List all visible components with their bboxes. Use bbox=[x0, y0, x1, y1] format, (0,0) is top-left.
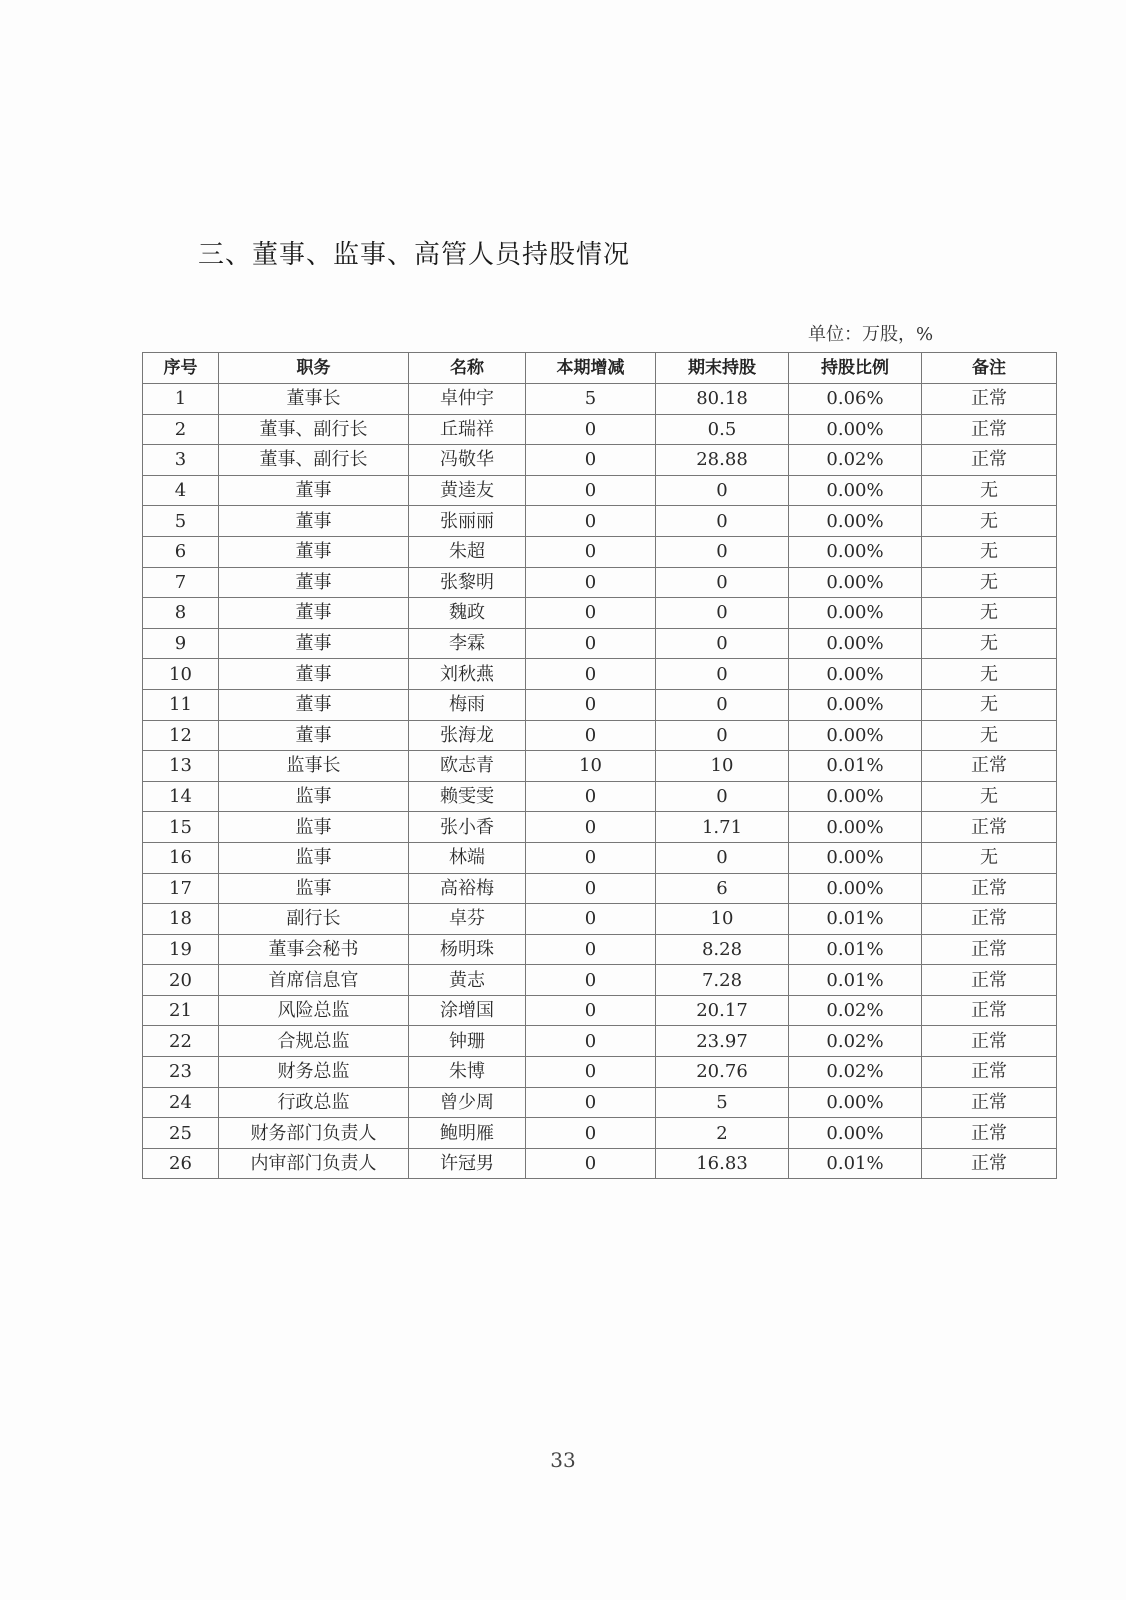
cell-ratio: 0.02% bbox=[789, 1057, 922, 1088]
cell-name: 朱博 bbox=[409, 1057, 526, 1088]
cell-ratio: 0.02% bbox=[789, 995, 922, 1026]
cell-no: 6 bbox=[143, 536, 219, 567]
cell-name: 曾少周 bbox=[409, 1087, 526, 1118]
cell-name: 张丽丽 bbox=[409, 506, 526, 537]
cell-no: 2 bbox=[143, 414, 219, 445]
cell-note: 无 bbox=[922, 659, 1057, 690]
table-row bbox=[143, 475, 1057, 506]
cell-name: 黄志 bbox=[409, 965, 526, 996]
table-body bbox=[143, 384, 1057, 1179]
cell-position: 合规总监 bbox=[219, 1026, 409, 1057]
section-title: 三、董事、监事、高管人员持股情况 bbox=[198, 240, 631, 270]
cell-no: 26 bbox=[143, 1148, 219, 1179]
cell-note: 正常 bbox=[922, 414, 1057, 445]
cell-ratio: 0.00% bbox=[789, 781, 922, 812]
cell-name: 丘瑞祥 bbox=[409, 414, 526, 445]
cell-end-holding: 1.71 bbox=[656, 812, 789, 843]
cell-position: 副行长 bbox=[219, 904, 409, 935]
table-row bbox=[143, 1148, 1057, 1179]
cell-note: 无 bbox=[922, 567, 1057, 598]
cell-note: 正常 bbox=[922, 445, 1057, 476]
cell-note: 无 bbox=[922, 689, 1057, 720]
cell-note: 无 bbox=[922, 781, 1057, 812]
cell-name: 许冠男 bbox=[409, 1148, 526, 1179]
table-row bbox=[143, 995, 1057, 1026]
cell-end-holding: 20.17 bbox=[656, 995, 789, 1026]
cell-ratio: 0.00% bbox=[789, 598, 922, 629]
cell-no: 11 bbox=[143, 689, 219, 720]
cell-no: 4 bbox=[143, 475, 219, 506]
cell-note: 正常 bbox=[922, 384, 1057, 415]
cell-change: 10 bbox=[526, 751, 656, 782]
cell-change: 0 bbox=[526, 567, 656, 598]
cell-no: 7 bbox=[143, 567, 219, 598]
cell-change: 0 bbox=[526, 812, 656, 843]
table-row bbox=[143, 414, 1057, 445]
cell-ratio: 0.01% bbox=[789, 904, 922, 935]
cell-ratio: 0.00% bbox=[789, 1118, 922, 1149]
cell-ratio: 0.00% bbox=[789, 812, 922, 843]
cell-ratio: 0.00% bbox=[789, 536, 922, 567]
cell-position: 董事 bbox=[219, 536, 409, 567]
cell-position: 监事 bbox=[219, 781, 409, 812]
cell-end-holding: 0 bbox=[656, 567, 789, 598]
cell-change: 0 bbox=[526, 934, 656, 965]
cell-name: 黄逵友 bbox=[409, 475, 526, 506]
cell-ratio: 0.00% bbox=[789, 842, 922, 873]
table-row bbox=[143, 598, 1057, 629]
cell-note: 正常 bbox=[922, 1087, 1057, 1118]
cell-ratio: 0.02% bbox=[789, 445, 922, 476]
cell-change: 0 bbox=[526, 1118, 656, 1149]
cell-change: 0 bbox=[526, 1057, 656, 1088]
cell-change: 0 bbox=[526, 965, 656, 996]
cell-note: 正常 bbox=[922, 934, 1057, 965]
header-note: 备注 bbox=[922, 353, 1057, 384]
cell-end-holding: 0 bbox=[656, 720, 789, 751]
cell-end-holding: 0 bbox=[656, 506, 789, 537]
cell-position: 董事 bbox=[219, 506, 409, 537]
cell-name: 张海龙 bbox=[409, 720, 526, 751]
cell-name: 赖雯雯 bbox=[409, 781, 526, 812]
cell-no: 10 bbox=[143, 659, 219, 690]
cell-no: 9 bbox=[143, 628, 219, 659]
cell-note: 无 bbox=[922, 628, 1057, 659]
cell-ratio: 0.01% bbox=[789, 751, 922, 782]
cell-change: 0 bbox=[526, 995, 656, 1026]
cell-note: 正常 bbox=[922, 873, 1057, 904]
cell-end-holding: 5 bbox=[656, 1087, 789, 1118]
table-header-row bbox=[143, 353, 1057, 384]
cell-end-holding: 10 bbox=[656, 751, 789, 782]
cell-no: 13 bbox=[143, 751, 219, 782]
cell-end-holding: 0 bbox=[656, 689, 789, 720]
cell-ratio: 0.00% bbox=[789, 1087, 922, 1118]
table-row bbox=[143, 965, 1057, 996]
cell-end-holding: 28.88 bbox=[656, 445, 789, 476]
cell-position: 董事 bbox=[219, 689, 409, 720]
cell-no: 24 bbox=[143, 1087, 219, 1118]
cell-note: 正常 bbox=[922, 1148, 1057, 1179]
cell-name: 李霖 bbox=[409, 628, 526, 659]
table-row bbox=[143, 506, 1057, 537]
cell-no: 18 bbox=[143, 904, 219, 935]
cell-note: 正常 bbox=[922, 1118, 1057, 1149]
table-row bbox=[143, 567, 1057, 598]
cell-name: 冯敬华 bbox=[409, 445, 526, 476]
cell-name: 卓芬 bbox=[409, 904, 526, 935]
cell-position: 财务总监 bbox=[219, 1057, 409, 1088]
table-row bbox=[143, 384, 1057, 415]
cell-end-holding: 0.5 bbox=[656, 414, 789, 445]
cell-end-holding: 10 bbox=[656, 904, 789, 935]
cell-ratio: 0.00% bbox=[789, 628, 922, 659]
table-row bbox=[143, 781, 1057, 812]
cell-end-holding: 0 bbox=[656, 598, 789, 629]
cell-no: 23 bbox=[143, 1057, 219, 1088]
table-row bbox=[143, 1087, 1057, 1118]
cell-change: 0 bbox=[526, 414, 656, 445]
cell-note: 正常 bbox=[922, 904, 1057, 935]
cell-change: 0 bbox=[526, 904, 656, 935]
cell-position: 董事 bbox=[219, 720, 409, 751]
cell-position: 财务部门负责人 bbox=[219, 1118, 409, 1149]
cell-note: 无 bbox=[922, 536, 1057, 567]
cell-note: 无 bbox=[922, 720, 1057, 751]
cell-end-holding: 23.97 bbox=[656, 1026, 789, 1057]
cell-no: 16 bbox=[143, 842, 219, 873]
cell-name: 高裕梅 bbox=[409, 873, 526, 904]
cell-position: 董事、副行长 bbox=[219, 445, 409, 476]
cell-position: 监事 bbox=[219, 842, 409, 873]
header-no: 序号 bbox=[143, 353, 219, 384]
cell-ratio: 0.00% bbox=[789, 475, 922, 506]
cell-end-holding: 0 bbox=[656, 842, 789, 873]
shareholding-table bbox=[142, 352, 1057, 1179]
cell-name: 刘秋燕 bbox=[409, 659, 526, 690]
table-row bbox=[143, 536, 1057, 567]
cell-change: 0 bbox=[526, 781, 656, 812]
cell-no: 25 bbox=[143, 1118, 219, 1149]
cell-name: 林端 bbox=[409, 842, 526, 873]
cell-end-holding: 0 bbox=[656, 536, 789, 567]
header-ratio: 持股比例 bbox=[789, 353, 922, 384]
cell-position: 内审部门负责人 bbox=[219, 1148, 409, 1179]
table-row bbox=[143, 445, 1057, 476]
table-row bbox=[143, 689, 1057, 720]
cell-change: 0 bbox=[526, 598, 656, 629]
cell-position: 董事 bbox=[219, 475, 409, 506]
cell-no: 5 bbox=[143, 506, 219, 537]
table-row bbox=[143, 812, 1057, 843]
cell-note: 正常 bbox=[922, 995, 1057, 1026]
cell-note: 正常 bbox=[922, 812, 1057, 843]
cell-name: 杨明珠 bbox=[409, 934, 526, 965]
cell-ratio: 0.02% bbox=[789, 1026, 922, 1057]
cell-change: 0 bbox=[526, 659, 656, 690]
cell-ratio: 0.00% bbox=[789, 567, 922, 598]
cell-change: 0 bbox=[526, 506, 656, 537]
cell-end-holding: 6 bbox=[656, 873, 789, 904]
cell-end-holding: 0 bbox=[656, 475, 789, 506]
table-row bbox=[143, 659, 1057, 690]
cell-end-holding: 16.83 bbox=[656, 1148, 789, 1179]
table-row bbox=[143, 1118, 1057, 1149]
cell-name: 魏政 bbox=[409, 598, 526, 629]
cell-no: 20 bbox=[143, 965, 219, 996]
table-row bbox=[143, 873, 1057, 904]
cell-change: 0 bbox=[526, 689, 656, 720]
cell-change: 0 bbox=[526, 475, 656, 506]
table-row bbox=[143, 1026, 1057, 1057]
cell-position: 监事 bbox=[219, 812, 409, 843]
page-number: 33 bbox=[550, 1448, 576, 1472]
cell-name: 钟珊 bbox=[409, 1026, 526, 1057]
cell-end-holding: 8.28 bbox=[656, 934, 789, 965]
cell-ratio: 0.00% bbox=[789, 659, 922, 690]
cell-note: 正常 bbox=[922, 1057, 1057, 1088]
cell-position: 董事 bbox=[219, 628, 409, 659]
cell-ratio: 0.00% bbox=[789, 506, 922, 537]
cell-name: 鲍明雁 bbox=[409, 1118, 526, 1149]
table-row bbox=[143, 842, 1057, 873]
cell-no: 3 bbox=[143, 445, 219, 476]
table-row bbox=[143, 1057, 1057, 1088]
cell-no: 12 bbox=[143, 720, 219, 751]
cell-position: 董事、副行长 bbox=[219, 414, 409, 445]
cell-no: 17 bbox=[143, 873, 219, 904]
header-change: 本期增减 bbox=[526, 353, 656, 384]
header-name: 名称 bbox=[409, 353, 526, 384]
cell-ratio: 0.01% bbox=[789, 1148, 922, 1179]
cell-name: 卓仲宇 bbox=[409, 384, 526, 415]
cell-change: 5 bbox=[526, 384, 656, 415]
cell-change: 0 bbox=[526, 720, 656, 751]
cell-no: 22 bbox=[143, 1026, 219, 1057]
cell-name: 欧志青 bbox=[409, 751, 526, 782]
cell-name: 张黎明 bbox=[409, 567, 526, 598]
cell-position: 监事长 bbox=[219, 751, 409, 782]
cell-note: 正常 bbox=[922, 965, 1057, 996]
unit-note: 单位：万股，% bbox=[808, 324, 934, 345]
cell-change: 0 bbox=[526, 445, 656, 476]
header-end-holding: 期末持股 bbox=[656, 353, 789, 384]
cell-note: 正常 bbox=[922, 1026, 1057, 1057]
cell-change: 0 bbox=[526, 1087, 656, 1118]
cell-ratio: 0.00% bbox=[789, 689, 922, 720]
cell-name: 张小香 bbox=[409, 812, 526, 843]
header-position: 职务 bbox=[219, 353, 409, 384]
cell-position: 董事 bbox=[219, 567, 409, 598]
cell-no: 14 bbox=[143, 781, 219, 812]
cell-change: 0 bbox=[526, 628, 656, 659]
cell-end-holding: 0 bbox=[656, 659, 789, 690]
cell-position: 董事会秘书 bbox=[219, 934, 409, 965]
cell-end-holding: 80.18 bbox=[656, 384, 789, 415]
table-row bbox=[143, 628, 1057, 659]
cell-change: 0 bbox=[526, 536, 656, 567]
cell-no: 19 bbox=[143, 934, 219, 965]
table-row bbox=[143, 904, 1057, 935]
cell-position: 董事 bbox=[219, 598, 409, 629]
cell-end-holding: 20.76 bbox=[656, 1057, 789, 1088]
cell-position: 董事长 bbox=[219, 384, 409, 415]
cell-name: 梅雨 bbox=[409, 689, 526, 720]
cell-change: 0 bbox=[526, 1148, 656, 1179]
cell-ratio: 0.00% bbox=[789, 720, 922, 751]
cell-position: 首席信息官 bbox=[219, 965, 409, 996]
cell-note: 无 bbox=[922, 842, 1057, 873]
cell-no: 15 bbox=[143, 812, 219, 843]
cell-name: 涂增国 bbox=[409, 995, 526, 1026]
cell-end-holding: 2 bbox=[656, 1118, 789, 1149]
cell-note: 无 bbox=[922, 506, 1057, 537]
cell-position: 行政总监 bbox=[219, 1087, 409, 1118]
cell-note: 正常 bbox=[922, 751, 1057, 782]
table-row bbox=[143, 751, 1057, 782]
cell-ratio: 0.01% bbox=[789, 965, 922, 996]
cell-position: 监事 bbox=[219, 873, 409, 904]
cell-name: 朱超 bbox=[409, 536, 526, 567]
cell-end-holding: 0 bbox=[656, 628, 789, 659]
table-row bbox=[143, 934, 1057, 965]
cell-no: 1 bbox=[143, 384, 219, 415]
cell-ratio: 0.00% bbox=[789, 414, 922, 445]
cell-ratio: 0.00% bbox=[789, 873, 922, 904]
cell-end-holding: 0 bbox=[656, 781, 789, 812]
cell-end-holding: 7.28 bbox=[656, 965, 789, 996]
cell-change: 0 bbox=[526, 842, 656, 873]
cell-change: 0 bbox=[526, 1026, 656, 1057]
cell-note: 无 bbox=[922, 475, 1057, 506]
cell-position: 风险总监 bbox=[219, 995, 409, 1026]
cell-position: 董事 bbox=[219, 659, 409, 690]
cell-no: 21 bbox=[143, 995, 219, 1026]
cell-ratio: 0.01% bbox=[789, 934, 922, 965]
table-row bbox=[143, 720, 1057, 751]
cell-no: 8 bbox=[143, 598, 219, 629]
cell-change: 0 bbox=[526, 873, 656, 904]
cell-ratio: 0.06% bbox=[789, 384, 922, 415]
cell-note: 无 bbox=[922, 598, 1057, 629]
